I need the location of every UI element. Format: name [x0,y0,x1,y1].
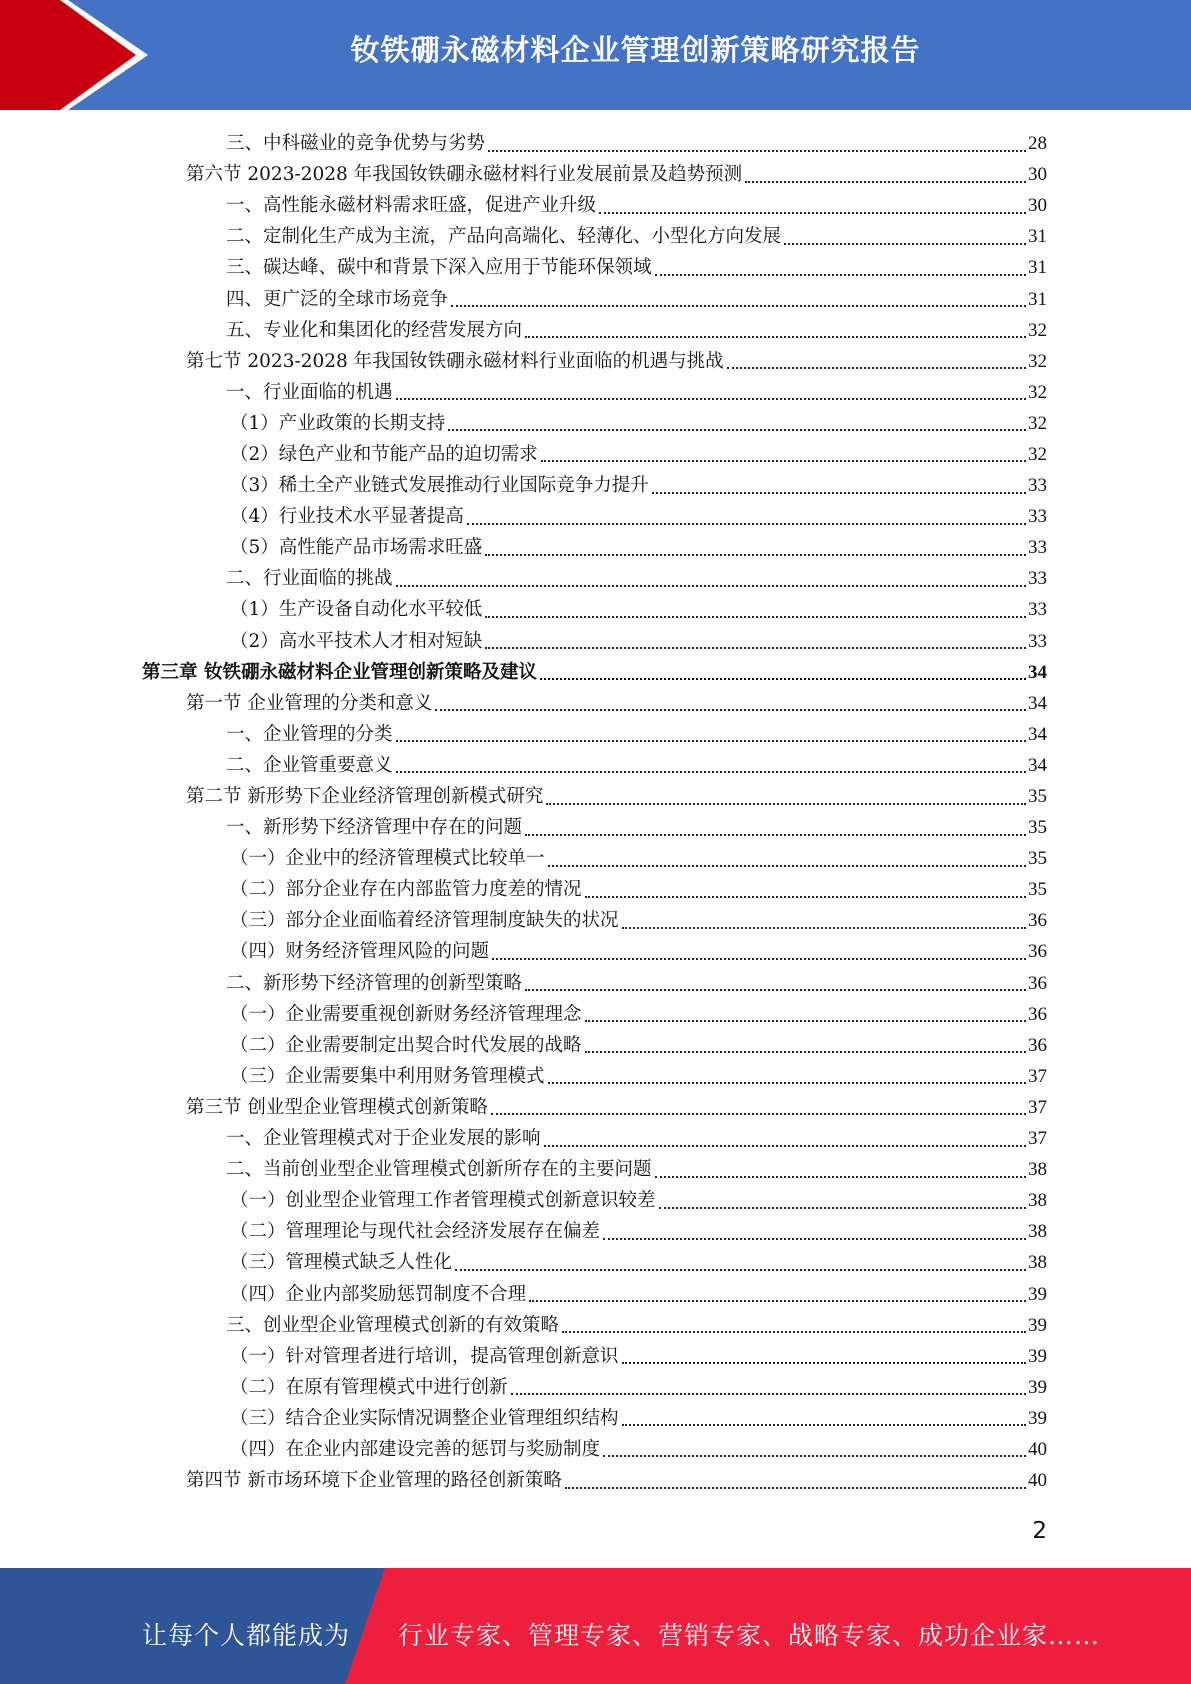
toc-entry[interactable] [230,408,1047,439]
toc-dot-leader [529,1300,1026,1302]
toc-entry-page: 31 [1028,257,1047,279]
toc-entry[interactable] [226,563,1047,594]
footer-slogan-left: 让每个人都能成为 [142,1621,351,1650]
table-of-contents [0,128,1191,1496]
toc-entry[interactable] [226,812,1047,843]
toc-dot-leader [525,989,1026,991]
toc-entry-page: 36 [1028,910,1047,932]
toc-entry[interactable] [226,252,1047,283]
toc-entry-page: 32 [1028,319,1047,341]
toc-entry-title: 第四节 新市场环境下企业管理的路径创新策略 [186,1470,562,1492]
toc-dot-leader [562,1331,1026,1333]
toc-dot-leader [585,896,1026,898]
toc-entry-page: 36 [1028,972,1047,994]
toc-entry-page: 33 [1028,475,1047,497]
toc-entry[interactable] [230,1061,1047,1092]
toc-entry[interactable] [186,781,1047,812]
toc-entry[interactable] [230,470,1047,501]
toc-entry-title: （四）财务经济管理风险的问题 [230,941,490,963]
toc-dot-leader [565,1487,1026,1489]
toc-entry-title: （二）管理理论与现代社会经济发展存在偏差 [230,1221,601,1243]
toc-entry-page: 38 [1028,1159,1047,1181]
toc-entry[interactable] [186,1465,1047,1496]
toc-entry-page: 31 [1028,226,1047,248]
toc-dot-leader [396,771,1026,773]
toc-entry-title: （二）部分企业存在内部监管力度差的情况 [230,879,582,901]
toc-entry-title: （一）企业需要重视创新财务经济管理理念 [230,1003,582,1025]
toc-entry[interactable] [230,501,1047,532]
toc-entry-page: 35 [1028,879,1047,901]
toc-dot-leader [467,523,1026,525]
toc-entry-page: 39 [1028,1376,1047,1398]
toc-entry-title: 二、行业面临的挑战 [226,568,393,590]
toc-entry-page: 34 [1028,723,1047,745]
toc-entry[interactable] [186,346,1047,377]
toc-dot-leader [599,212,1026,214]
toc-entry-page: 33 [1028,568,1047,590]
toc-dot-leader [659,1207,1026,1209]
toc-dot-leader [622,1362,1026,1364]
toc-entry-title: 一、企业管理模式对于企业发展的影响 [226,1128,541,1150]
toc-entry-title: 第六节 2023-2028 年我国钕铁硼永磁材料行业发展前景及趋势预测 [186,164,743,186]
toc-entry-title: 一、新形势下经济管理中存在的问题 [226,817,523,839]
toc-entry-page: 32 [1028,412,1047,434]
toc-dot-leader [448,429,1026,431]
toc-entry-page: 37 [1028,1065,1047,1087]
toc-dot-leader [396,740,1026,742]
toc-entry[interactable] [230,626,1047,657]
toc-entry-page: 40 [1028,1438,1047,1460]
toc-entry[interactable] [230,1030,1047,1061]
toc-entry-page: 30 [1028,195,1047,217]
toc-entry-title: （四）在企业内部建设完善的惩罚与奖励制度 [230,1438,601,1460]
toc-entry[interactable] [226,1123,1047,1154]
toc-entry-title: 一、行业面临的机遇 [226,381,393,403]
toc-entry-title: 第三章 钕铁硼永磁材料企业管理创新策略及建议 [142,661,537,683]
toc-entry-page: 36 [1028,1034,1047,1056]
toc-entry[interactable] [226,968,1047,999]
toc-entry[interactable] [230,1278,1047,1309]
toc-entry-title: 三、创业型企业管理模式创新的有效策略 [226,1314,560,1336]
toc-entry[interactable] [230,1185,1047,1216]
toc-entry[interactable] [230,1341,1047,1372]
toc-entry-page: 40 [1028,1470,1047,1492]
toc-entry-page: 36 [1028,941,1047,963]
toc-entry[interactable] [230,874,1047,905]
toc-entry[interactable] [226,1310,1047,1341]
toc-entry[interactable] [226,221,1047,252]
toc-entry[interactable] [230,999,1047,1030]
toc-entry-title: 三、碳达峰、碳中和背景下深入应用于节能环保领域 [226,257,652,279]
toc-dot-leader [544,1145,1026,1147]
toc-entry-page: 34 [1028,661,1047,683]
toc-dot-leader [396,398,1026,400]
toc-entry-title: （三）部分企业面临着经济管理制度缺失的状况 [230,910,619,932]
toc-entry-title: 四、更广泛的全球市场竞争 [226,288,449,310]
toc-entry-title: （二）在原有管理模式中进行创新 [230,1376,508,1398]
toc-entry-title: （三）企业需要集中利用财务管理模式 [230,1065,545,1087]
toc-entry-title: （3）稀土全产业链式发展推动行业国际竞争力提升 [230,475,649,497]
toc-entry[interactable] [186,1092,1047,1123]
toc-entry[interactable] [230,1434,1047,1465]
toc-dot-leader [485,616,1026,618]
toc-dot-leader [548,1082,1026,1084]
toc-entry-page: 39 [1028,1345,1047,1367]
page-number: 2 [1032,1518,1047,1544]
toc-dot-leader [525,336,1026,338]
footer-slogan-right: 行业专家、管理专家、营销专家、战略专家、成功企业家…… [398,1621,1101,1650]
toc-entry-page: 34 [1028,692,1047,714]
toc-entry[interactable] [226,377,1047,408]
toc-entry-title: 二、定制化生产成为主流，产品向高端化、轻薄化、小型化方向发展 [226,226,782,248]
toc-entry-page: 35 [1028,786,1047,808]
toc-dot-leader [511,1393,1026,1395]
toc-entry[interactable] [226,283,1047,314]
toc-entry-title: 第二节 新形势下企业经济管理创新模式研究 [186,786,544,808]
toc-entry-title: 二、新形势下经济管理的创新型策略 [226,972,523,994]
toc-dot-leader [488,150,1026,152]
toc-entry-page: 37 [1028,1128,1047,1150]
footer-banner [0,1568,1191,1684]
toc-entry-page: 28 [1028,133,1047,155]
toc-entry-title: 三、中科磁业的竞争优势与劣势 [226,133,486,155]
toc-entry-page: 39 [1028,1407,1047,1429]
toc-entry-title: （2）高水平技术人才相对短缺 [230,630,483,652]
toc-dot-leader [655,1176,1026,1178]
toc-dot-leader [727,367,1026,369]
toc-entry-title: （5）高性能产品市场需求旺盛 [230,537,483,559]
toc-dot-leader [548,865,1026,867]
toc-entry[interactable] [226,1154,1047,1185]
toc-entry-title: 一、高性能永磁材料需求旺盛，促进产业升级 [226,195,597,217]
toc-entry-page: 33 [1028,630,1047,652]
toc-entry-title: 二、企业管重要意义 [226,754,393,776]
toc-dot-leader [603,1455,1026,1457]
toc-dot-leader [622,927,1026,929]
toc-entry-page: 32 [1028,381,1047,403]
toc-entry-title: 第三节 创业型企业管理模式创新策略 [186,1096,488,1118]
toc-entry[interactable] [226,190,1047,221]
toc-entry-title: （1）产业政策的长期支持 [230,412,446,434]
toc-dot-leader [451,305,1026,307]
toc-entry-page: 32 [1028,443,1047,465]
toc-dot-leader [396,585,1026,587]
toc-entry-page: 35 [1028,848,1047,870]
toc-entry[interactable] [226,750,1047,781]
toc-dot-leader [491,1113,1026,1115]
toc-dot-leader [485,554,1026,556]
report-title: 钕铁硼永磁材料企业管理创新策略研究报告 [350,33,921,67]
toc-entry[interactable] [226,128,1047,159]
toc-entry-title: 五、专业化和集团化的经营发展方向 [226,319,523,341]
toc-entry-title: 第一节 企业管理的分类和意义 [186,692,433,714]
toc-dot-leader [585,1020,1026,1022]
toc-entry-title: （2）绿色产业和节能产品的迫切需求 [230,443,538,465]
toc-entry-page: 33 [1028,599,1047,621]
toc-dot-leader [435,709,1026,711]
toc-dot-leader [546,803,1026,805]
toc-dot-leader [585,1051,1026,1053]
toc-entry-title: （四）企业内部奖励惩罚制度不合理 [230,1283,527,1305]
toc-dot-leader [540,678,1026,680]
toc-entry[interactable] [230,532,1047,563]
toc-entry[interactable] [230,1372,1047,1403]
toc-entry-page: 36 [1028,1003,1047,1025]
toc-entry-page: 38 [1028,1221,1047,1243]
toc-dot-leader [745,181,1026,183]
toc-dot-leader [525,834,1026,836]
toc-entry-page: 38 [1028,1252,1047,1274]
toc-entry[interactable] [230,594,1047,625]
toc-dot-leader [485,647,1026,649]
toc-dot-leader [603,1238,1026,1240]
toc-entry[interactable] [186,688,1047,719]
toc-entry-title: （二）企业需要制定出契合时代发展的战略 [230,1034,582,1056]
toc-entry-page: 33 [1028,506,1047,528]
toc-dot-leader [541,460,1026,462]
toc-entry-title: （1）生产设备自动化水平较低 [230,599,483,621]
toc-entry-page: 33 [1028,537,1047,559]
toc-entry[interactable] [142,657,1047,688]
toc-entry[interactable] [226,719,1047,750]
toc-entry[interactable] [230,439,1047,470]
toc-dot-leader [652,492,1026,494]
toc-dot-leader [622,1424,1026,1426]
toc-entry-page: 30 [1028,164,1047,186]
toc-dot-leader [655,274,1026,276]
toc-entry-title: （一）针对管理者进行培训，提高管理创新意识 [230,1345,619,1367]
toc-entry-page: 32 [1028,350,1047,372]
toc-entry[interactable] [230,1403,1047,1434]
toc-entry[interactable] [230,1216,1047,1247]
toc-entry-page: 38 [1028,1190,1047,1212]
toc-dot-leader [492,958,1026,960]
toc-dot-leader [784,243,1026,245]
toc-entry-title: 第七节 2023-2028 年我国钕铁硼永磁材料行业面临的机遇与挑战 [186,350,724,372]
header-banner [0,0,1191,110]
toc-entry[interactable] [230,905,1047,936]
toc-entry-title: 一、企业管理的分类 [226,723,393,745]
toc-entry[interactable] [230,936,1047,967]
toc-entry[interactable] [230,843,1047,874]
toc-entry[interactable] [230,1247,1047,1278]
toc-dot-leader [455,1269,1026,1271]
chevron-arrow-icon [0,0,160,110]
toc-entry-page: 34 [1028,754,1047,776]
toc-entry-page: 35 [1028,817,1047,839]
toc-entry-title: （4）行业技术水平显著提高 [230,506,464,528]
toc-entry-page: 39 [1028,1314,1047,1336]
toc-entry-title: （三）结合企业实际情况调整企业管理组织结构 [230,1407,619,1429]
toc-entry-title: （一）企业中的经济管理模式比较单一 [230,848,545,870]
toc-entry[interactable] [186,159,1047,190]
toc-entry-page: 31 [1028,288,1047,310]
toc-entry-page: 37 [1028,1096,1047,1118]
toc-entry-title: （一）创业型企业管理工作者管理模式创新意识较差 [230,1190,656,1212]
toc-entry-title: 二、当前创业型企业管理模式创新所存在的主要问题 [226,1159,652,1181]
toc-entry-title: （三）管理模式缺乏人性化 [230,1252,453,1274]
toc-entry[interactable] [226,315,1047,346]
toc-entry-page: 39 [1028,1283,1047,1305]
